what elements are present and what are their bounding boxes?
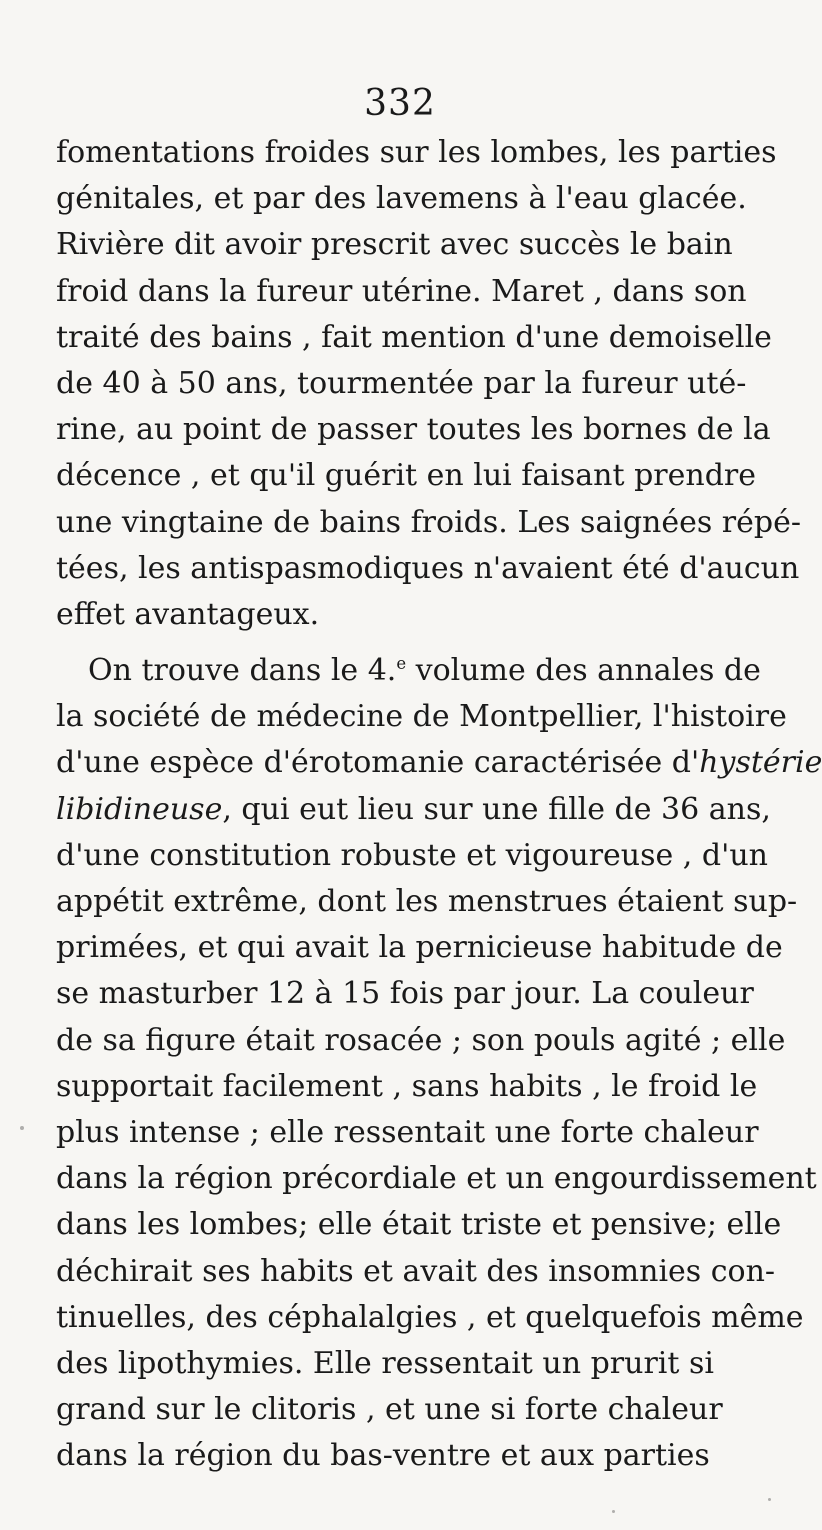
text-line: effet avantageux.	[56, 596, 320, 632]
paper-speck	[20, 1126, 24, 1130]
text-line: tées, les antispasmodiques n'avaient été d'aucun	[56, 550, 800, 586]
text-line: la société de médecine de Montpellier, l'histoire	[56, 699, 787, 735]
text-line: appétit extrême, dont les menstrues étaient sup-	[56, 884, 798, 919]
text-line: dans la région précordiale et un engourdissement	[56, 1161, 817, 1197]
text-line: génitales, et par des lavemens à l'eau glacée.	[56, 181, 747, 217]
text-fragment: On trouve dans le 4.	[88, 653, 397, 689]
text-line: Rivière dit avoir prescrit avec succès le bain	[56, 227, 733, 263]
text-line: de sa figure était rosacée ; son pouls agité ; elle	[56, 1022, 786, 1058]
paper-speck	[768, 1498, 771, 1501]
text-line: d'une constitution robuste et vigoureuse , d'un	[56, 837, 768, 873]
text-line: se masturber 12 à 15 fois par jour. La couleur	[56, 976, 754, 1012]
text-line: déchirait ses habits et avait des insomnies con-	[56, 1253, 776, 1289]
page-number: 332	[364, 83, 436, 124]
text-line: dans la région du bas-ventre et aux parties	[56, 1438, 710, 1474]
text-line	[56, 648, 761, 694]
text-line: supportait facilement , sans habits , le froid le	[56, 1068, 758, 1104]
text-fragment: d'une espèce d'érotomanie caractérisée d'	[56, 745, 700, 781]
text-line: rine, au point de passer toutes les bornes de la	[56, 412, 771, 448]
italic-term: hystérie	[699, 745, 822, 781]
text-fragment: , qui eut lieu sur une fille de 36 ans,	[222, 791, 771, 827]
text-line	[56, 787, 771, 833]
paragraph-gap	[56, 638, 746, 648]
text-fragment: volume des annales de	[406, 653, 761, 689]
text-line: décence , et qu'il guérit en lui faisant prendre	[56, 458, 757, 494]
text-line	[56, 740, 822, 786]
text-line: dans les lombes; elle était triste et pensive; elle	[56, 1207, 782, 1243]
text-line: traité des bains , fait mention d'une demoiselle	[56, 319, 772, 355]
text-line: primées, et qui avait la pernicieuse habitude de	[56, 930, 783, 966]
text-line: froid dans la fureur utérine. Maret , dans son	[56, 273, 747, 309]
paragraph-2	[56, 648, 822, 1479]
text-line: fomentations froides sur les lombes, les parties	[56, 135, 777, 170]
text-line: des lipothymies. Elle ressentait un prurit si	[56, 1345, 714, 1381]
paragraph-1	[56, 130, 801, 638]
body-text	[56, 130, 822, 1479]
text-line: tinuelles, des céphalalgies , et quelquefois même	[56, 1299, 804, 1335]
text-line: grand sur le clitoris , et une si forte chaleur	[56, 1392, 723, 1428]
text-line: de 40 à 50 ans, tourmentée par la fureur uté-	[56, 365, 747, 401]
superscript: e	[396, 654, 407, 674]
paper-speck	[612, 1510, 615, 1513]
italic-term: libidineuse	[56, 791, 223, 827]
text-line: une vingtaine de bains froids. Les saignées répé-	[56, 504, 801, 540]
text-line: plus intense ; elle ressentait une forte chaleur	[56, 1114, 759, 1150]
